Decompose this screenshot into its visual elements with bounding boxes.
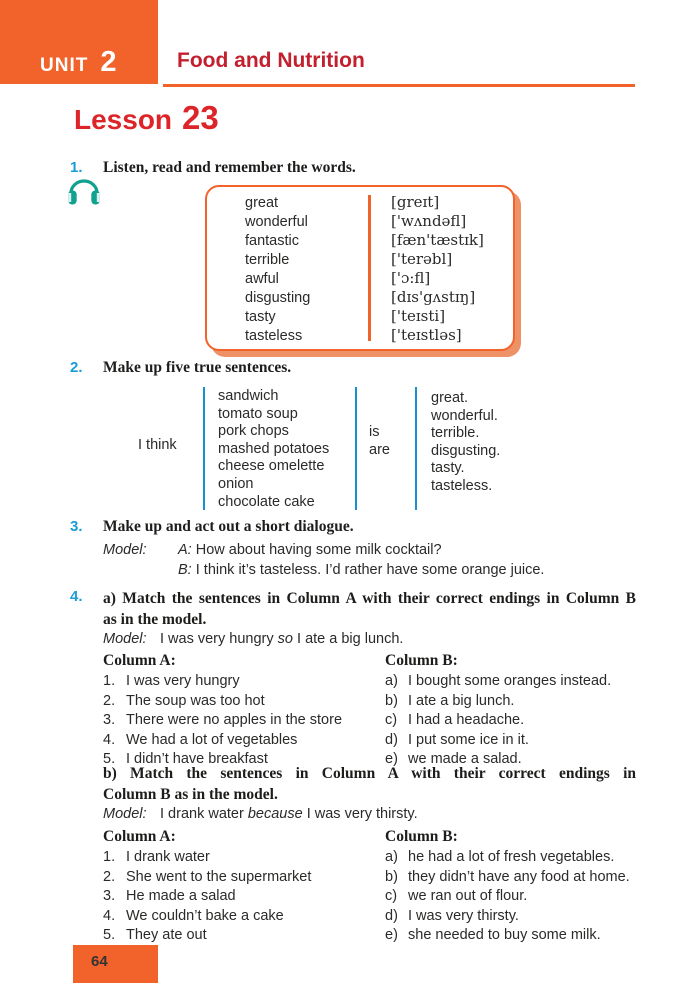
adjective-option: tasty. [431, 460, 465, 477]
food-option: chocolate cake [218, 493, 315, 510]
list-item: 5. They ate out [103, 927, 207, 944]
headphones-icon [66, 176, 102, 213]
model-pre: I drank water [160, 806, 248, 822]
model-label: Model: [103, 542, 147, 558]
lesson-number: 23 [182, 99, 219, 136]
verb-option: is [369, 424, 380, 440]
vocabulary-divider [368, 195, 371, 341]
list-item: c) I had a headache. [385, 712, 525, 729]
model-label: Model: [103, 631, 147, 647]
vocab-transcription: ['terəbl] [391, 250, 453, 268]
lesson-word: Lesson [74, 104, 173, 135]
model-sentence-a [160, 631, 403, 647]
vocab-transcription: ['teɪstləs] [391, 326, 462, 344]
model-conjunction: so [277, 631, 293, 647]
exercise-1-title: Listen, read and remember the words. [103, 159, 356, 176]
page-number: 64 [91, 953, 108, 970]
list-item: b) I ate a big lunch. [385, 692, 515, 709]
vocabulary-transcriptions [391, 193, 484, 345]
unit-title: Food and Nutrition [177, 49, 365, 72]
speaker-a: A: [178, 542, 192, 558]
food-option: onion [218, 475, 254, 492]
sentence-subject: I think [138, 437, 177, 453]
exercise-3-title: Make up and act out a short dialogue. [103, 518, 354, 535]
unit-label: UNIT [40, 55, 89, 76]
list-item: d) I put some ice in it. [385, 731, 529, 748]
list-item: 2. The soup was too hot [103, 692, 265, 709]
list-item: 2. She went to the supermarket [103, 868, 312, 885]
column-a-list [103, 672, 342, 770]
model-pre: I was very hungry [160, 631, 278, 647]
list-item: 4. We couldn’t bake a cake [103, 907, 284, 924]
lesson-heading [74, 99, 219, 137]
table-divider [203, 387, 205, 510]
vocab-transcription: ['ɔ:fl] [391, 269, 431, 287]
list-item: d) I was very thirsty. [385, 907, 519, 924]
column-a-header: Column A: [103, 828, 176, 845]
food-option: pork chops [218, 423, 289, 440]
model-conjunction: because [247, 806, 303, 822]
food-option: tomato soup [218, 405, 298, 422]
list-item: b) they didn’t have any food at home. [385, 868, 630, 885]
exercise-4b-title-line2: Column B as in the model. [103, 786, 278, 803]
list-item: 4. We had a lot of vegetables [103, 731, 298, 748]
dialogue-line-a [178, 542, 442, 558]
exercise-2-title: Make up five true sentences. [103, 359, 292, 376]
verb-option: are [369, 441, 390, 458]
vocab-word: tasteless [245, 328, 303, 344]
model-sentence-b [160, 806, 418, 822]
vocab-transcription: ['teɪsti] [391, 307, 446, 325]
column-b-list [385, 848, 630, 946]
speaker-b: B: [178, 562, 192, 578]
column-b-header: Column B: [385, 828, 458, 845]
list-item: 3. He made a salad [103, 888, 236, 905]
column-b-header: Column B: [385, 652, 458, 669]
adjective-option: tasteless. [431, 477, 493, 494]
list-item: 5. I didn’t have breakfast [103, 751, 268, 768]
exercise-4a-title-line2: as in the model. [103, 611, 207, 628]
vocab-word: awful [245, 271, 279, 287]
dialogue-line-b [178, 562, 544, 578]
adjective-option: disgusting. [431, 442, 501, 459]
list-item: 1. I drank water [103, 849, 210, 865]
list-item: c) we ran out of flour. [385, 888, 528, 905]
list-item: 3. There were no apples in the store [103, 712, 343, 729]
vocab-word: tasty [245, 309, 276, 325]
dialogue-a-text: How about having some milk cocktail? [195, 542, 442, 558]
dialogue-b-text: I think it’s tasteless. I’d rather have some orange juice. [195, 562, 545, 578]
exercise-4a-title [103, 588, 636, 630]
adjective-option: terrible. [431, 425, 480, 442]
exercise-4-number: 4. [70, 588, 83, 605]
verb-options [369, 424, 390, 459]
table-divider [355, 387, 357, 510]
column-a-header: Column A: [103, 652, 176, 669]
unit-heading [40, 46, 116, 79]
column-a-list [103, 848, 311, 946]
exercise-4b-title [103, 763, 636, 805]
vocab-word: great [245, 195, 279, 211]
exercise-1-number: 1. [70, 159, 83, 176]
unit-banner [0, 0, 158, 84]
title-underline [163, 84, 635, 87]
food-option: cheese omelette [218, 458, 325, 475]
adjective-option: wonderful. [431, 407, 498, 424]
vocab-transcription: [dɪs'gʌstɪŋ] [391, 288, 476, 306]
adjective-options [431, 390, 500, 496]
vocab-word: fantastic [245, 233, 299, 249]
vocab-transcription: ['wʌndəfl] [391, 212, 467, 230]
model-label: Model: [103, 806, 147, 822]
model-post: I was very thirsty. [302, 806, 418, 822]
vocab-word: wonderful [245, 214, 308, 230]
exercise-4a-title-line1: a) Match the sentences in Column A with their correct endings in Column B [103, 590, 636, 607]
vocab-word: terrible [245, 252, 290, 268]
list-item: e) we made a salad. [385, 751, 522, 768]
food-options [218, 388, 329, 511]
vocabulary-words [245, 194, 310, 346]
list-item: 1. I was very hungry [103, 673, 240, 689]
food-option: mashed potatoes [218, 440, 330, 457]
exercise-2-number: 2. [70, 359, 83, 376]
vocab-transcription: [greɪt] [391, 193, 440, 211]
vocabulary-box [205, 185, 515, 351]
column-b-list [385, 672, 611, 770]
page-number-box [73, 945, 158, 983]
unit-number: 2 [100, 46, 117, 78]
table-divider [415, 387, 417, 510]
vocab-transcription: [fæn'tæstɪk] [391, 231, 484, 249]
exercise-3-number: 3. [70, 518, 83, 535]
model-post: I ate a big lunch. [293, 631, 404, 647]
food-option: sandwich [218, 388, 279, 404]
list-item: e) she needed to buy some milk. [385, 927, 601, 944]
list-item: a) he had a lot of fresh vegetables. [385, 849, 615, 865]
adjective-option: great. [431, 390, 469, 406]
exercise-4b-title-line1: b) Match the sentences in Column A with their correct endings in [103, 765, 636, 782]
list-item: a) I bought some oranges instead. [385, 673, 612, 689]
vocab-word: disgusting [245, 290, 311, 306]
